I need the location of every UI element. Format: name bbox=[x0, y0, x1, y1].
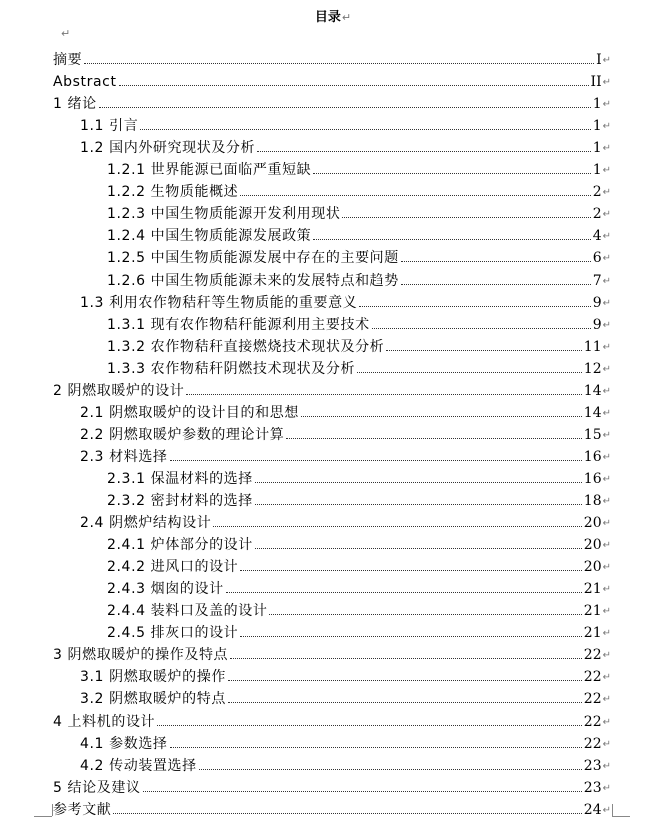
dot-leader bbox=[170, 460, 582, 461]
paragraph-mark-icon: ↵ bbox=[602, 99, 611, 111]
dot-leader bbox=[113, 813, 581, 814]
toc-page-number: 9 bbox=[592, 294, 602, 311]
toc-page-number: 24 bbox=[583, 801, 602, 818]
paragraph-mark-icon: ↵ bbox=[602, 540, 611, 552]
toc-entry[interactable] bbox=[107, 245, 611, 267]
page-corner-mark bbox=[52, 804, 53, 816]
paragraph-mark-icon: ↵ bbox=[602, 143, 611, 155]
toc-entry[interactable] bbox=[107, 532, 611, 554]
toc-entry[interactable] bbox=[107, 201, 611, 223]
toc-page-number: 20 bbox=[583, 515, 602, 532]
toc-entry[interactable] bbox=[80, 135, 611, 157]
toc-page-number: 23 bbox=[583, 757, 602, 774]
dot-leader bbox=[240, 195, 590, 196]
toc-entry[interactable] bbox=[107, 620, 611, 642]
toc-entry[interactable] bbox=[80, 290, 611, 312]
toc-page-number: 16 bbox=[583, 448, 602, 465]
toc-page-number: 22 bbox=[583, 691, 602, 708]
paragraph-mark-icon: ↵ bbox=[602, 451, 611, 463]
toc-entry-text: 2.4 阴燃炉结构设计 bbox=[80, 515, 212, 532]
dot-leader bbox=[313, 239, 590, 240]
toc-entry-text: 1.2.1 世界能源已面临严重短缺 bbox=[107, 162, 312, 179]
toc-entry-text: 2.3 材料选择 bbox=[80, 448, 168, 465]
dot-leader bbox=[186, 394, 581, 395]
toc-entry[interactable] bbox=[107, 179, 611, 201]
paragraph-mark-icon: ↵ bbox=[602, 782, 611, 794]
toc-page-number: 22 bbox=[583, 647, 602, 664]
dot-leader bbox=[240, 570, 582, 571]
toc-entry-text: 5 结论及建议 bbox=[53, 779, 141, 796]
toc-entry[interactable] bbox=[107, 223, 611, 245]
paragraph-mark-icon: ↵ bbox=[602, 363, 611, 375]
toc-entry-text: 2.4.4 装料口及盖的设计 bbox=[107, 603, 268, 620]
toc-entry-text: 1.3.1 现有农作物秸秆能源利用主要技术 bbox=[107, 316, 370, 333]
toc-entry[interactable] bbox=[107, 157, 611, 179]
paragraph-mark-icon: ↵ bbox=[602, 275, 611, 287]
toc-entry-text: 4.1 参数选择 bbox=[80, 735, 168, 752]
dot-leader bbox=[228, 702, 582, 703]
toc-page-number: 22 bbox=[583, 735, 602, 752]
paragraph-mark-icon: ↵ bbox=[602, 297, 611, 309]
toc-entry[interactable] bbox=[53, 69, 611, 91]
dot-leader bbox=[386, 350, 582, 351]
paragraph-mark-icon: ↵ bbox=[602, 496, 611, 507]
toc-page-number: 18 bbox=[583, 493, 602, 509]
toc-page-number: 12 bbox=[583, 360, 602, 377]
dot-leader bbox=[240, 636, 582, 637]
dot-leader bbox=[269, 614, 581, 615]
toc-page-number: 20 bbox=[583, 559, 602, 576]
toc-page-number: 23 bbox=[583, 779, 602, 796]
page-corner-mark bbox=[34, 816, 52, 829]
dot-leader bbox=[157, 725, 582, 726]
page-corner-mark bbox=[612, 816, 630, 829]
toc-page-number: 21 bbox=[583, 603, 602, 620]
toc-entry-text: 1.2.4 中国生物质能源发展政策 bbox=[107, 228, 312, 245]
toc-entry[interactable] bbox=[80, 422, 611, 444]
paragraph-mark-icon: ↵ bbox=[602, 804, 611, 816]
paragraph-mark-icon: ↵ bbox=[602, 121, 611, 133]
toc-page-number: I bbox=[596, 52, 602, 68]
paragraph-mark-icon: ↵ bbox=[602, 187, 611, 199]
dot-leader bbox=[143, 791, 582, 792]
toc-entry[interactable] bbox=[107, 356, 611, 378]
paragraph-mark-icon: ↵ bbox=[602, 694, 611, 706]
toc-page-number: 21 bbox=[583, 625, 602, 642]
dot-leader bbox=[372, 328, 591, 329]
toc-entry[interactable] bbox=[53, 378, 611, 400]
toc-entry-text: 1.2 国内外研究现状及分析 bbox=[80, 140, 256, 157]
toc-entry-text: 1.3 利用农作物秸秆等生物质能的重要意义 bbox=[80, 294, 358, 311]
paragraph-mark-icon: ↵ bbox=[602, 55, 611, 66]
dot-leader bbox=[255, 504, 582, 505]
paragraph-mark-icon: ↵ bbox=[602, 628, 611, 640]
toc-entry-text: 1.2.2 生物质能概述 bbox=[107, 184, 239, 201]
toc-entry[interactable] bbox=[53, 47, 611, 69]
toc-entry-text: 2.4.5 排灰口的设计 bbox=[107, 625, 239, 642]
toc-entry-text: 2 阴燃取暖炉的设计 bbox=[53, 382, 185, 399]
toc-page-number: 20 bbox=[583, 537, 602, 554]
toc-entry-text: 4 上料机的设计 bbox=[53, 713, 156, 730]
dot-leader bbox=[170, 747, 582, 748]
dot-leader bbox=[119, 85, 589, 86]
paragraph-mark-icon: ↵ bbox=[602, 606, 611, 618]
toc-entry-text: 3.2 阴燃取暖炉的特点 bbox=[80, 691, 226, 708]
dot-leader bbox=[199, 769, 582, 770]
toc-entry-text: 2.2 阴燃取暖炉参数的理论计算 bbox=[80, 426, 285, 443]
toc-entry-text: 2.4.3 烟囱的设计 bbox=[107, 581, 224, 598]
toc-entry[interactable] bbox=[107, 488, 611, 510]
dot-leader bbox=[342, 217, 590, 218]
toc-entry[interactable] bbox=[107, 576, 611, 598]
toc-page-number: 1 bbox=[592, 140, 602, 157]
toc-entry[interactable] bbox=[107, 554, 611, 576]
paragraph-mark-icon: ↵ bbox=[602, 77, 611, 89]
toc-entry-text: 摘要 bbox=[53, 52, 83, 68]
toc-page-number: 2 bbox=[592, 184, 602, 201]
paragraph-mark-icon: ↵ bbox=[341, 11, 352, 24]
toc-page-number: 11 bbox=[583, 338, 602, 355]
toc-entry[interactable] bbox=[53, 797, 611, 819]
dot-leader bbox=[359, 306, 590, 307]
toc-page-number: 14 bbox=[583, 404, 602, 421]
toc-page-number: 16 bbox=[583, 470, 602, 487]
dot-leader bbox=[401, 284, 591, 285]
toc-entry-text: 1.2.3 中国生物质能源开发利用现状 bbox=[107, 206, 341, 223]
toc-page-number: 1 bbox=[592, 118, 602, 135]
dot-leader bbox=[213, 526, 581, 527]
toc-entry-text: Abstract bbox=[53, 74, 117, 91]
paragraph-mark-icon: ↵ bbox=[602, 253, 611, 265]
toc-page-number: 4 bbox=[592, 228, 602, 245]
dot-leader bbox=[99, 107, 591, 108]
toc-page-number: 22 bbox=[583, 713, 602, 730]
toc-entry[interactable] bbox=[53, 91, 611, 113]
toc-page-number: 15 bbox=[583, 426, 602, 443]
toc-page-number: II bbox=[590, 74, 602, 91]
dot-leader bbox=[226, 592, 582, 593]
dot-leader bbox=[357, 372, 582, 373]
paragraph-mark-icon: ↵ bbox=[602, 672, 611, 684]
paragraph-mark-icon: ↵ bbox=[602, 319, 611, 331]
toc-page-number: 9 bbox=[592, 316, 602, 333]
toc-entry-text: 1.3.2 农作物秸秆直接燃烧技术现状及分析 bbox=[107, 338, 385, 355]
toc-page-number: 21 bbox=[583, 581, 602, 598]
toc-page-number: 1 bbox=[592, 162, 602, 179]
toc-entry[interactable] bbox=[80, 113, 611, 135]
dot-leader bbox=[255, 482, 582, 483]
toc-entry[interactable] bbox=[107, 334, 611, 356]
toc-entry-text: 2.1 阴燃取暖炉的设计目的和思想 bbox=[80, 404, 299, 421]
paragraph-mark-icon: ↵ bbox=[602, 518, 611, 530]
toc-entry[interactable] bbox=[80, 400, 611, 422]
toc-entry[interactable] bbox=[107, 268, 611, 290]
dot-leader bbox=[228, 680, 582, 681]
dot-leader bbox=[84, 63, 594, 64]
toc-page-number: 22 bbox=[583, 669, 602, 686]
paragraph-mark-icon: ↵ bbox=[602, 209, 611, 221]
dot-leader bbox=[255, 548, 582, 549]
paragraph-mark-icon: ↵ bbox=[602, 650, 611, 662]
dot-leader bbox=[140, 129, 590, 130]
toc-entry-text: 2.4.2 进风口的设计 bbox=[107, 559, 239, 576]
toc-entry-text: 1.2.5 中国生物质能源发展中存在的主要问题 bbox=[107, 250, 399, 267]
toc-entry[interactable] bbox=[80, 731, 611, 753]
paragraph-mark-icon: ↵ bbox=[602, 473, 611, 485]
page-corner-mark bbox=[612, 804, 613, 816]
toc-entry[interactable] bbox=[80, 664, 611, 686]
toc-page-number: 2 bbox=[592, 206, 602, 223]
toc-entry[interactable] bbox=[107, 466, 611, 488]
toc-entry-text: 3 阴燃取暖炉的操作及特点 bbox=[53, 647, 229, 664]
dot-leader bbox=[257, 151, 591, 152]
paragraph-mark-icon: ↵ bbox=[602, 407, 611, 419]
toc-entry[interactable] bbox=[80, 753, 611, 775]
toc-title bbox=[0, 6, 666, 25]
toc-page-number: 7 bbox=[592, 272, 602, 289]
paragraph-mark-icon: ↵ bbox=[602, 760, 611, 772]
toc-page-number: 6 bbox=[592, 250, 602, 267]
paragraph-mark-icon: ↵ bbox=[61, 27, 71, 40]
toc-entry-text: 3.1 阴燃取暖炉的操作 bbox=[80, 669, 226, 686]
paragraph-mark-icon: ↵ bbox=[602, 165, 611, 177]
dot-leader bbox=[230, 658, 582, 659]
paragraph-mark-icon: ↵ bbox=[602, 738, 611, 750]
toc-page-number: 1 bbox=[592, 96, 602, 113]
dot-leader bbox=[401, 261, 591, 262]
paragraph-mark-icon: ↵ bbox=[602, 385, 611, 397]
paragraph-mark-icon: ↵ bbox=[602, 341, 611, 353]
toc-entry[interactable] bbox=[80, 510, 611, 532]
toc-entry-text: 1.3.3 农作物秸秆阴燃技术现状及分析 bbox=[107, 360, 356, 377]
toc-title-text: 目录 bbox=[314, 10, 341, 25]
dot-leader bbox=[313, 173, 590, 174]
toc-entry-text: 1 绪论 bbox=[53, 96, 97, 113]
toc-page-number: 14 bbox=[583, 382, 602, 399]
toc-entry[interactable] bbox=[53, 709, 611, 731]
paragraph-mark-icon: ↵ bbox=[602, 429, 611, 441]
toc-entry-text: 1.2.6 中国生物质能源未来的发展特点和趋势 bbox=[107, 272, 399, 289]
paragraph-mark-icon: ↵ bbox=[602, 584, 611, 596]
toc-entry[interactable] bbox=[107, 312, 611, 334]
toc-entry[interactable] bbox=[53, 775, 611, 797]
dot-leader bbox=[301, 416, 582, 417]
toc-entry[interactable] bbox=[107, 598, 611, 620]
toc-entry[interactable] bbox=[80, 686, 611, 708]
dot-leader bbox=[286, 438, 581, 439]
paragraph-mark-icon: ↵ bbox=[602, 562, 611, 574]
toc-entry[interactable] bbox=[80, 444, 611, 466]
paragraph-mark-icon: ↵ bbox=[602, 716, 611, 728]
toc-entry-text: 4.2 传动装置选择 bbox=[80, 757, 197, 774]
toc-entry-text: 2.3.2 密封材料的选择 bbox=[107, 493, 253, 509]
toc-entry-text: 2.3.1 保温材料的选择 bbox=[107, 470, 253, 487]
toc-entry-text: 2.4.1 炉体部分的设计 bbox=[107, 537, 253, 554]
toc-entry[interactable] bbox=[53, 642, 611, 664]
paragraph-mark-icon: ↵ bbox=[602, 231, 611, 243]
toc-entry-text: 参考文献 bbox=[53, 801, 112, 818]
toc-entry-text: 1.1 引言 bbox=[80, 118, 139, 135]
